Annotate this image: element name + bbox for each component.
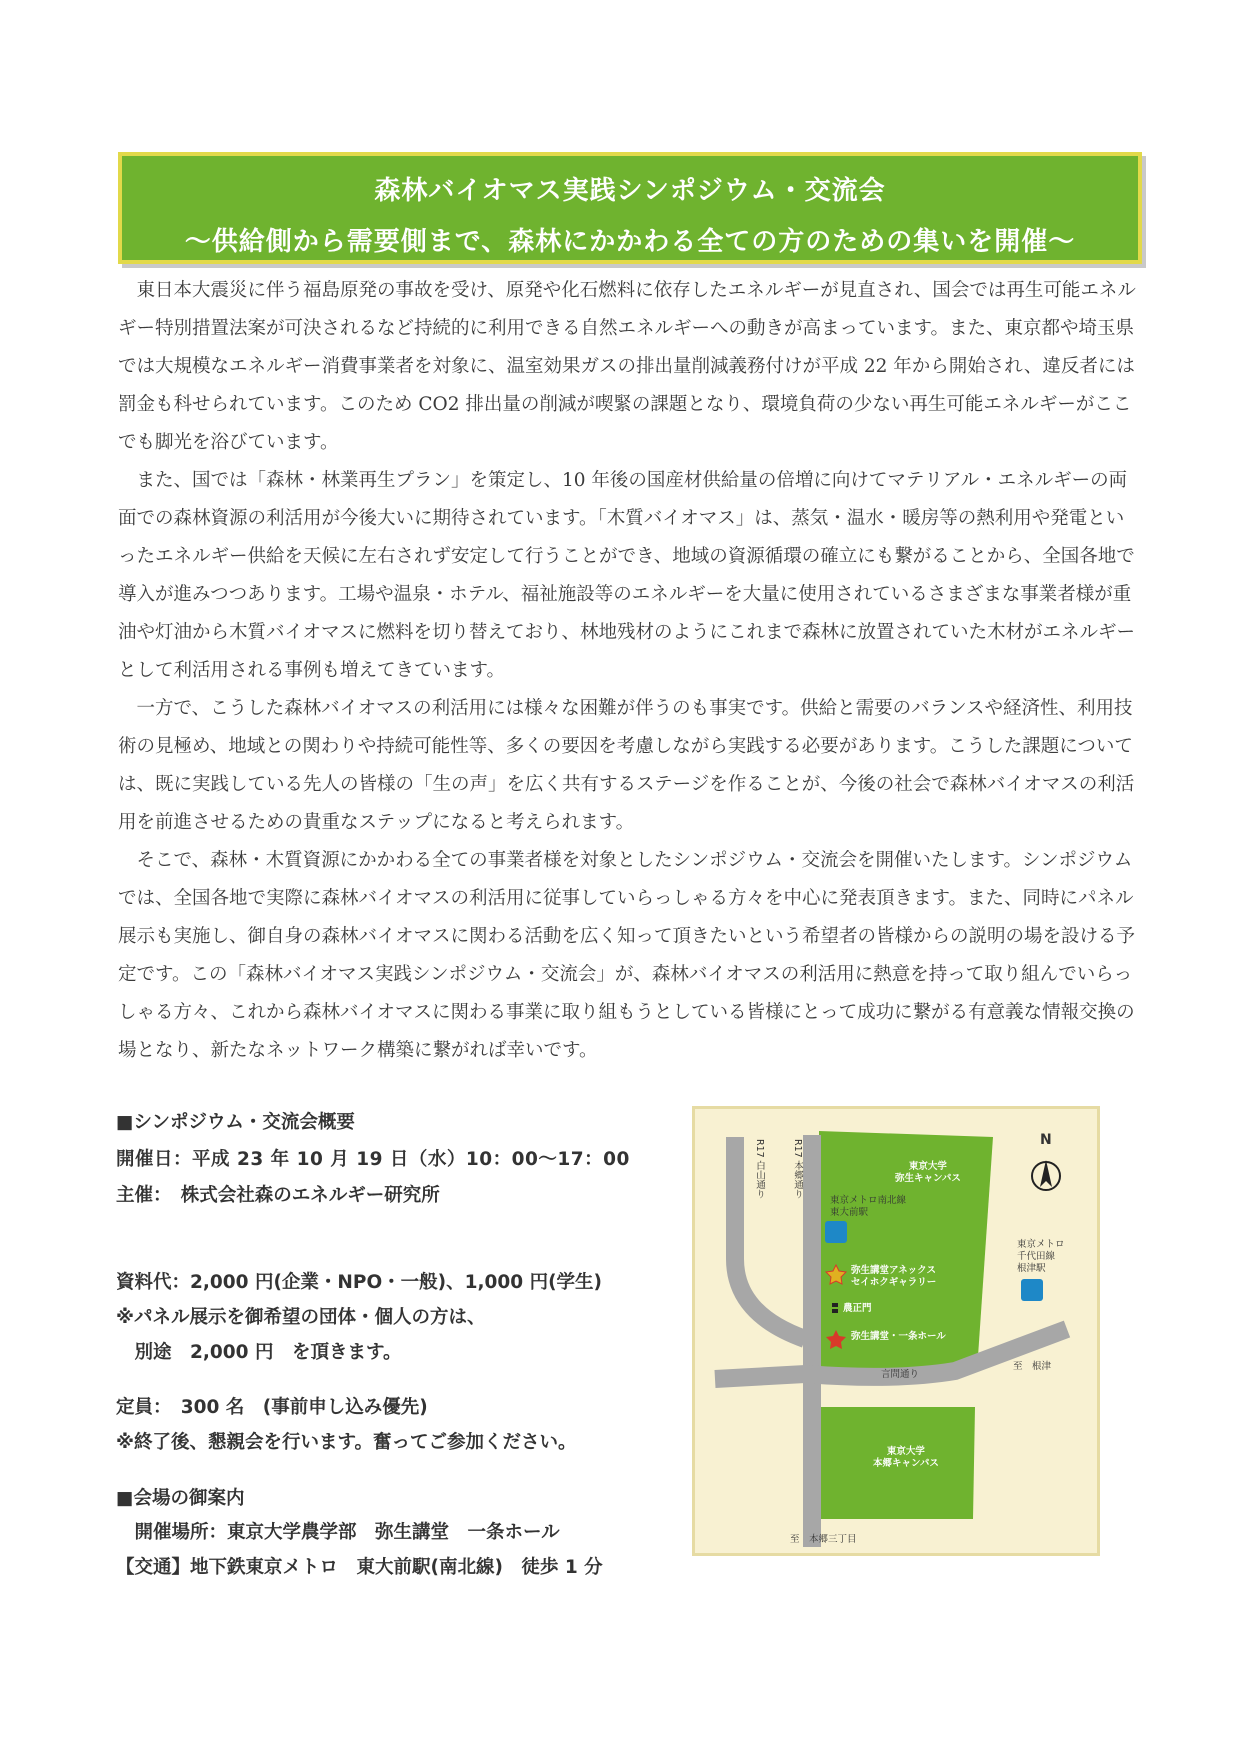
venue: 開催場所：東京大学農学部 弥生講堂 一条ホール (116, 1522, 560, 1543)
gate-mark-2 (832, 1309, 838, 1313)
map-label-hongo-road: R17 本郷通り (792, 1139, 803, 1199)
map-label-todaimae: 東京メトロ南北線 東大前駅 (830, 1195, 907, 1218)
capacity: 定員： 300 名 (事前申し込み優先) (116, 1397, 428, 1418)
map-label-annex: 弥生講堂アネックス セイホクギャラリー (851, 1265, 937, 1288)
map-label-to-hongo3: 至 本郷三丁目 (790, 1534, 857, 1545)
map-label-kototoi: 言問通り (881, 1369, 920, 1380)
map-label-hakusan: R17 白山通り (754, 1139, 765, 1199)
paragraph-4: そこで、森林・木質資源にかかわる全ての事業者様を対象としたシンポジウム・交流会を開催いたします。シンポジウムでは、全国各地で実際に森林バイオマスの利活用に従事していらっしゃる方々を中心に発表頂きます。また、同時にパネル展示も実施し、御自身の森林バイオマスに関わる活動を広く知って頂きたいという希望者の皆様からの説明の場を設ける予定です。この「森林バイオマス実践シンポジウム・交流会」が、森林バイオマスの利活用に熱意を持って取り組んでいらっしゃる方々、これから森林バイオマスに関わる事業に取り組もうとしている皆様にとって成功に繋がる有意義な情報交換の場となり、新たなネットワーク構築に繋がれば幸いです。 (118, 850, 1135, 1061)
paragraph-1: 東日本大震災に伴う福島原発の事故を受け、原発や化石燃料に依存したエネルギーが見直され、国会では再生可能エネルギー特別措置法案が可決されるなど持続的に利用できる自然エネルギーへの動きが高まっています。また、東京都や埼玉県では大規模なエネルギー消費事業者を対象に、温室効果ガスの排出量削減義務付けが平成 22 年から開始され、違反者には罰金も科せられています。このため CO2 排出量の削減が喫緊の課題となり、環境負荷の少ない再生可能エネルギーがここでも脚光を浴びています。 (118, 280, 1136, 453)
map-label-nomon: 農正門 (843, 1303, 872, 1314)
nezu-metro-icon (1021, 1279, 1043, 1301)
gate-mark-1 (832, 1303, 838, 1307)
party-note: ※終了後、懇親会を行います。奮ってご参加ください。 (116, 1432, 577, 1453)
map-label-hall: 弥生講堂・一条ホール (851, 1331, 946, 1342)
map-label-north: N (1040, 1132, 1052, 1148)
map-label-hongo-campus: 東京大学 本郷キャンパス (873, 1446, 939, 1469)
map-label-to-nezu: 至 根津 (1013, 1361, 1052, 1372)
panel-note: ※パネル展示を御希望の団体・個人の方は、 (116, 1307, 486, 1328)
paragraph-2: また、国では「森林・林業再生プラン」を策定し、10 年後の国産材供給量の倍増に向けてマテリアル・エネルギーの両面での森林資源の利活用が今後大いに期待されています。「木質バイオマス」は、蒸気・温水・暖房等の熱利用や発電といったエネルギー供給を天候に左右されず安定して行うことができ、地域の資源循環の確立にも繋がることから、全国各地で導入が進みつつあります。工場や温泉・ホテル、福祉施設等のエネルギーを大量に使用されているさまざまな事業者様が重油や灯油から木質バイオマスに燃料を切り替えており、林地残材のようにこれまで森林に放置されていた木材がエネルギーとして利活用される事例も増えてきています。 (118, 470, 1135, 681)
intro-text (118, 272, 1140, 1070)
map-label-yayoi: 東京大学 弥生キャンパス (895, 1161, 961, 1184)
map-label-nezu-station: 東京メトロ 千代田線 根津駅 (1017, 1239, 1065, 1274)
overview-heading: ■シンポジウム・交流会概要 (116, 1112, 355, 1133)
venue-map (692, 1106, 1100, 1556)
event-title: 森林バイオマス実践シンポジウム・交流会 (374, 176, 886, 206)
access: 【交通】地下鉄東京メトロ 東大前駅(南北線) 徒歩 1 分 (116, 1557, 603, 1578)
event-date: 開催日：平成 23 年 10 月 19 日（水）10：00～17：00 (116, 1149, 630, 1170)
title-banner (118, 152, 1142, 264)
organizer: 主催： 株式会社森のエネルギー研究所 (116, 1185, 440, 1206)
panel-fee: 別途 2,000 円 を頂きます。 (116, 1342, 402, 1363)
todaimae-metro-icon (825, 1221, 847, 1243)
paragraph-3: 一方で、こうした森林バイオマスの利活用には様々な困難が伴うのも事実です。供給と需要のバランスや経済性、利用技術の見極め、地域との関わりや持続可能性等、多くの要因を考慮しながら実践する必要があります。こうした課題については、既に実践している先人の皆様の「生の声」を広く共有するステージを作ることが、今後の社会で森林バイオマスの利活用を前進させるための貴重なステップになると考えられます。 (118, 698, 1135, 833)
north-arrow (1032, 1160, 1060, 1190)
fee: 資料代：2,000 円(企業・NPO・一般)、1,000 円(学生) (116, 1272, 603, 1293)
venue-heading: ■会場の御案内 (116, 1488, 245, 1509)
event-subtitle: ～供給側から需要側まで、森林にかかわる全ての方のための集いを開催～ (184, 227, 1076, 257)
